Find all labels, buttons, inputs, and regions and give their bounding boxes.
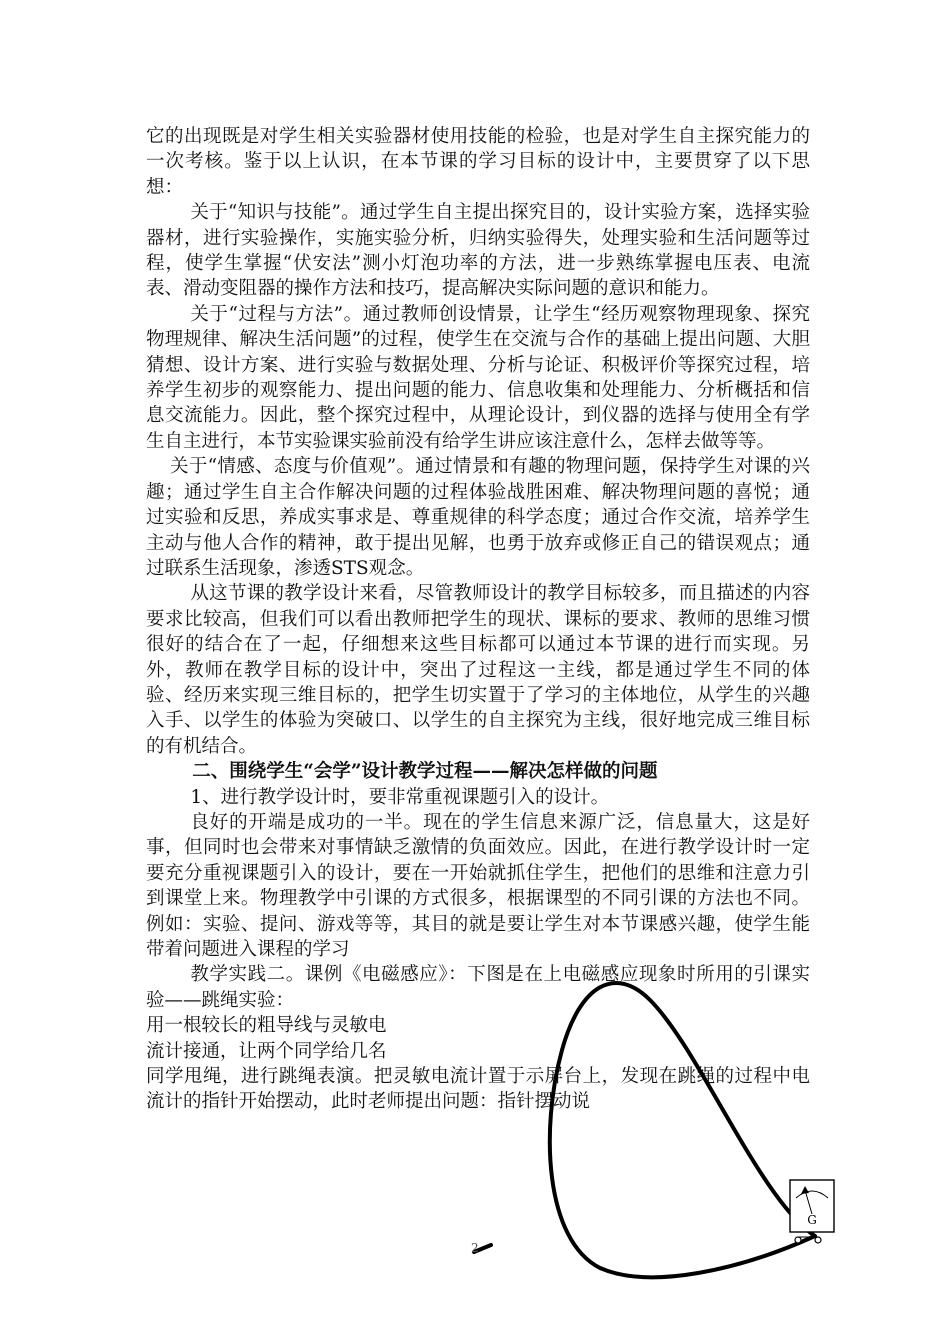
terminal-right — [815, 1237, 821, 1243]
section-heading: 二、围绕学生“会学”设计教学过程——解决怎样做的问题 — [192, 761, 658, 783]
paragraph-experiment-line-2: 流计接通，让两个同学给几名 — [146, 1040, 387, 1062]
paragraph-emotion-values: 关于“情感、态度与价值观”。通过情景和有趣的物理问题，保持学生对课的兴趣；通过学生自主合作解决问题的过程体验战胜困难、解决物理问题的喜悦；通过实验和反思，养成实事求是、尊重规律的科学态度；通过合作交流，培养学生主动与他人合作的精神，敢于提出见解，也勇于放弃或修正自己的错误观点；通过联系生活现象，渗透STS观念。 — [146, 456, 810, 579]
paragraph-design-review: 从这节课的教学设计来看，尽管教师设计的教学目标较多，而且描述的内容要求比较高，但我们可以看出教师把学生的现状、课标的要求、教师的思维习惯很好的结合在了一起，仔细想来这些目标都可以通过本节课的进行而实现。另外，教师在教学目标的设计中，突出了过程这一主线，都是通过学生不同的体验、经历来实现三维目标的，把学生切实置于了学习的主体地位，从学生的兴趣入手、以学生的体验为突破口、以学生的自主探究为主线，很好地完成三维目标的有机结合。 — [146, 583, 810, 757]
page-number: 2 — [471, 1241, 479, 1255]
paragraph-experiment-line-3: 同学甩绳，进行跳绳表演。把灵敏电流计置于示屏台上，发现在跳绳的过程中电流计的指针开始摆动，此时老师提出问题：指针摆动说 — [146, 1066, 810, 1113]
rope-loop — [550, 983, 815, 1277]
paragraph-teaching-practice: 教学实践二。课例《电磁感应》：下图是在上电磁感应现象时所用的引课实验——跳绳实验： — [146, 964, 810, 1011]
paragraph-experiment-line-1: 用一根较长的粗导线与灵敏电 — [146, 1015, 387, 1037]
terminal-left — [795, 1237, 801, 1243]
galvanometer-label: G — [807, 1213, 817, 1227]
paragraph-good-start: 良好的开端是成功的一半。现在的学生信息来源广泛，信息量大，这是好事，但同时也会带来对事情缺乏激情的负面效应。因此，在进行教学设计时一定要充分重视课题引入的设计，要在一开始就抓住学生，把他们的思维和注意力引到课堂上来。物理教学中引课的方式很多，根据课型的不同引课的方法也不同。例如：实验、提问、游戏等等，其目的就是要让学生对本节课感兴趣，使学生能带着问题进入课程的学习 — [146, 811, 810, 960]
paragraph-process-method: 关于“过程与方法”。通过教师创设情景，让学生“经历观察物理现象、探究物理规律、解决生活问题”的过程，使学生在交流与合作的基础上提出问题、大胆猜想、设计方案、进行实验与数据处理、分析与论证、积极评价等探究过程，培养学生初步的观察能力、提出问题的能力、信息收集和处理能力、分析概括和信息交流能力。因此，整个探究过程中，从理论设计，到仪器的选择与使用全有学生自主进行，本节实验课实验前没有给学生讲应该注意什么，怎样去做等等。 — [146, 303, 810, 452]
paragraph-knowledge-skills: 关于“知识与技能”。通过学生自主提出探究目的，设计实验方案，选择实验器材，进行实验操作，实施实验分析，归纳实验得失，处理实验和生活问题等过程，使学生掌握“伏安法”测小灯泡功率的方法，进一步熟练掌握电压表、电流表、滑动变阻器的操作方法和技巧，提高解决实际问题的意识和能力。 — [146, 202, 810, 300]
subheading-intro-design: 1、进行教学设计时，要非常重视课题引入的设计。 — [190, 786, 610, 808]
paragraph-intro: 它的出现既是对学生相关实验器材使用技能的检验，也是对学生自主探究能力的一次考核。鉴于以上认识，在本节课的学习目标的设计中，主要贯穿了以下思想： — [146, 126, 810, 198]
